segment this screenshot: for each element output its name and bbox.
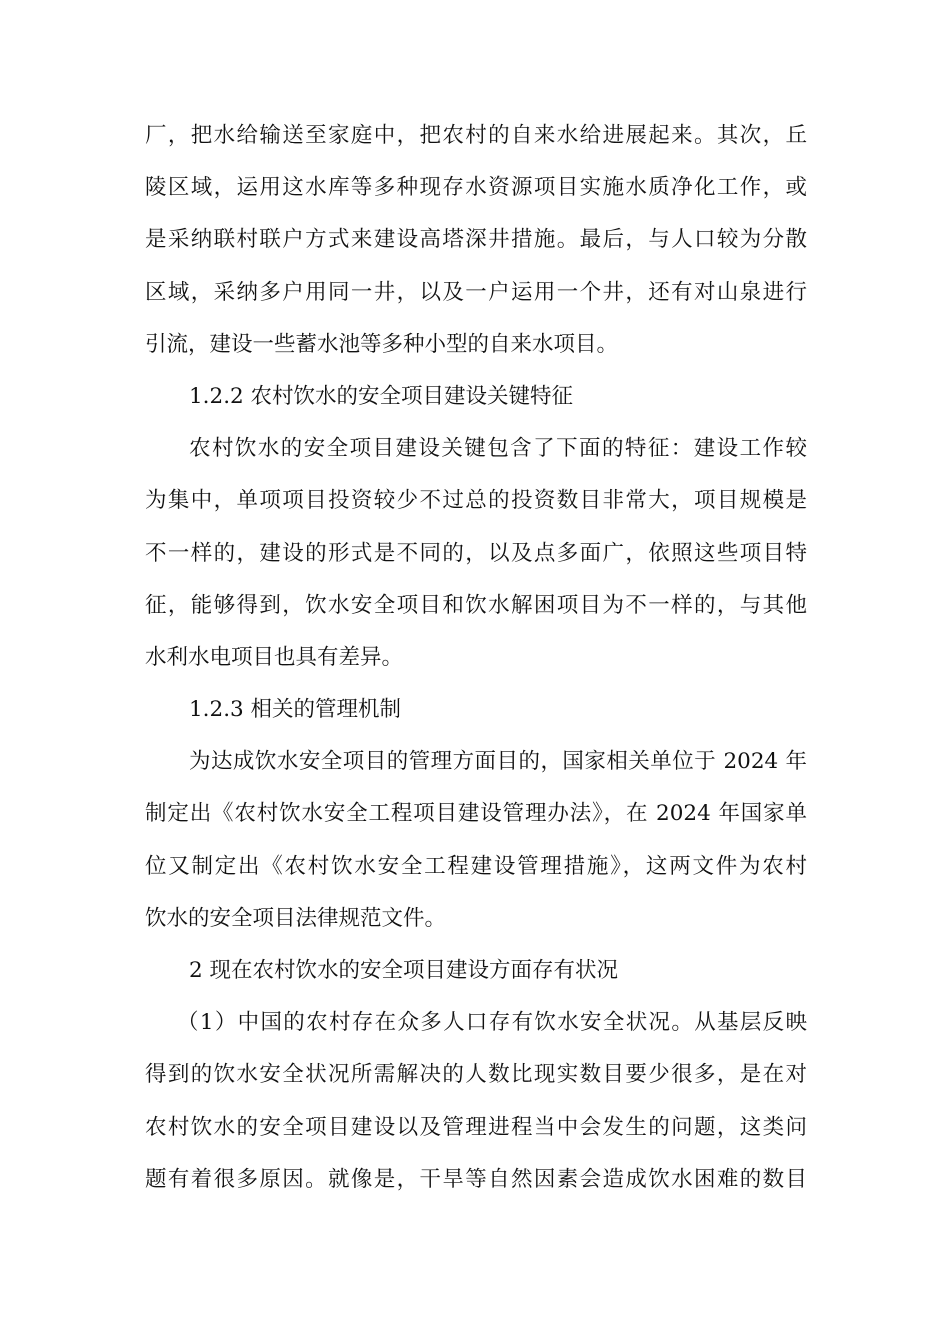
section-heading-2: 2 现在农村饮水的安全项目建设方面存有状况 xyxy=(189,958,619,983)
paragraph-line: 题有着很多原因。就像是，干旱等自然因素会造成饮水困难的数目 xyxy=(145,1166,807,1192)
paragraph-line: 引流，建设一些蓄水池等多种小型的自来水项目。 xyxy=(145,331,619,357)
paragraph-line: 得到的饮水安全状况所需解决的人数比现实数目要少很多，是在对 xyxy=(145,1062,807,1088)
paragraph-line: 陵区域，运用这水库等多种现存水资源项目实施水质净化工作，或 xyxy=(145,175,807,201)
paragraph-line: 区域，采纳多户用同一井，以及一户运用一个井，还有对山泉进行 xyxy=(145,279,807,305)
paragraph-line: 农村饮水的安全项目建设以及管理进程当中会发生的问题，这类问 xyxy=(145,1114,807,1140)
paragraph-line: 厂，把水给输送至家庭中，把农村的自来水给进展起来。其次，丘 xyxy=(145,123,807,148)
paragraph-line: 为达成饮水安全项目的管理方面目的，国家相关单位于 2024 年 xyxy=(189,749,807,775)
paragraph-line: （1）中国的农村存在众多人口存有饮水安全状况。从基层反映 xyxy=(177,1010,807,1036)
paragraph-line: 不一样的，建设的形式是不同的，以及点多面广，依照这些项目特 xyxy=(145,540,807,566)
paragraph-line: 是采纳联村联户方式来建设高塔深井措施。最后，与人口较为分散 xyxy=(145,227,807,253)
paragraph-line: 水利水电项目也具有差异。 xyxy=(145,644,404,670)
paragraph-line: 制定出《农村饮水安全工程项目建设管理办法》，在 2024 年国家单 xyxy=(145,801,807,827)
paragraph-line: 位又制定出《农村饮水安全工程建设管理措施》，这两文件为农村 xyxy=(145,853,807,879)
body-text xyxy=(145,110,807,1206)
paragraph-line: 农村饮水的安全项目建设关键包含了下面的特征：建设工作较 xyxy=(189,436,807,462)
section-heading-1-2-3: 1.2.3 相关的管理机制 xyxy=(189,697,402,723)
paragraph-line: 征，能够得到，饮水安全项目和饮水解困项目为不一样的，与其他 xyxy=(145,592,807,618)
paragraph-line: 为集中，单项项目投资较少不过总的投资数目非常大，项目规模是 xyxy=(145,488,807,514)
paragraph-line: 饮水的安全项目法律规范文件。 xyxy=(145,905,447,931)
section-heading-1-2-2: 1.2.2 农村饮水的安全项目建设关键特征 xyxy=(189,383,574,409)
